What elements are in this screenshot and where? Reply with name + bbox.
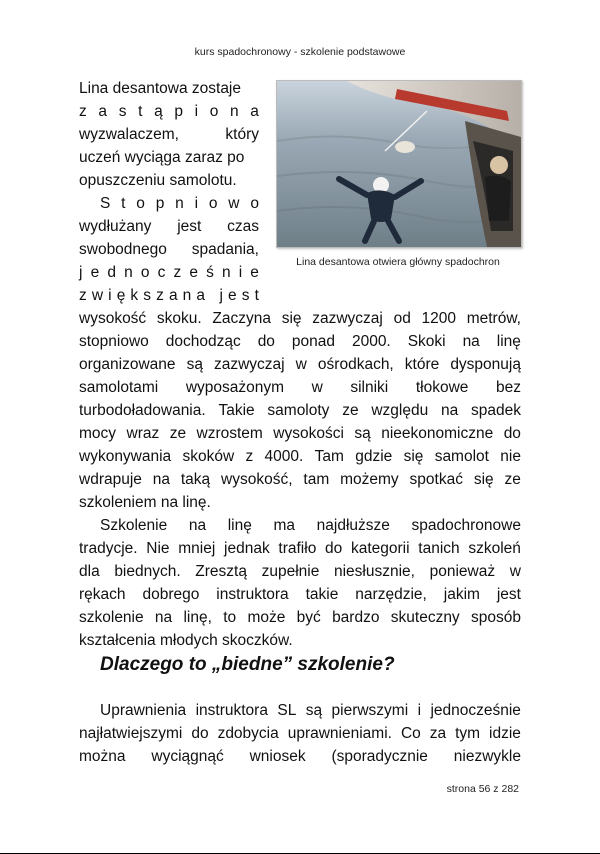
word: dochodząc bbox=[165, 333, 241, 350]
letter: c bbox=[157, 264, 166, 281]
word: SL bbox=[277, 702, 297, 719]
letter: i bbox=[238, 264, 243, 281]
text-line bbox=[79, 537, 521, 560]
word: niesłusznie, bbox=[333, 563, 415, 580]
word: taką bbox=[180, 471, 211, 488]
text-line bbox=[79, 606, 521, 629]
word: to bbox=[223, 609, 237, 626]
word: kategorii bbox=[350, 540, 410, 557]
letter: p bbox=[174, 103, 183, 120]
letter: o bbox=[140, 264, 150, 281]
word: na bbox=[440, 402, 459, 419]
letter: e bbox=[90, 264, 100, 281]
word: samolotami bbox=[79, 379, 159, 396]
word: najłatwiejszymi bbox=[79, 725, 183, 742]
text-line bbox=[79, 745, 521, 768]
letter: z bbox=[79, 103, 87, 120]
letter: k bbox=[130, 287, 139, 304]
letter: n bbox=[182, 287, 192, 304]
word: jest bbox=[177, 218, 202, 235]
word: w bbox=[311, 379, 323, 396]
text-line bbox=[79, 284, 259, 307]
word: najdłuższe bbox=[316, 517, 390, 534]
word: (sporadycznie bbox=[331, 748, 428, 765]
word: jednocześnie bbox=[430, 702, 521, 719]
text-line bbox=[79, 215, 259, 238]
photo-caption: Lina desantowa otwiera główny spadochron bbox=[296, 256, 500, 268]
word: są bbox=[305, 702, 323, 719]
word: Takie bbox=[218, 402, 255, 419]
word: Skoki bbox=[407, 333, 446, 350]
letter: z bbox=[156, 287, 164, 304]
word: dla bbox=[79, 563, 100, 580]
word: ma bbox=[273, 517, 296, 534]
letter: z bbox=[173, 264, 182, 281]
word: niezwykle bbox=[453, 748, 521, 765]
word: wniosek bbox=[249, 748, 306, 765]
word: Tam bbox=[314, 448, 344, 465]
word: Szkolenie bbox=[100, 517, 168, 534]
text-line bbox=[79, 353, 521, 376]
word: skuteczny bbox=[390, 609, 460, 626]
word: względu bbox=[371, 402, 429, 419]
word: mocy bbox=[79, 425, 117, 442]
word: linę bbox=[227, 517, 252, 534]
word: ponad bbox=[291, 333, 335, 350]
text-line bbox=[79, 422, 521, 445]
letter: ą bbox=[154, 103, 163, 120]
letter: d bbox=[107, 264, 116, 281]
letter: t bbox=[254, 287, 259, 304]
word: stopniowo bbox=[79, 333, 149, 350]
word: spadania, bbox=[191, 241, 259, 258]
word: się bbox=[473, 471, 494, 488]
word: ze bbox=[342, 402, 359, 419]
text-line bbox=[79, 468, 521, 491]
word: w bbox=[295, 356, 307, 373]
letter: a bbox=[168, 287, 178, 304]
text-line bbox=[79, 583, 521, 606]
word: wysokość bbox=[79, 310, 147, 327]
word: są bbox=[354, 425, 371, 442]
word: spadek bbox=[471, 402, 521, 419]
word: biednych. bbox=[114, 563, 181, 580]
text-line bbox=[79, 560, 521, 583]
text-line: Lina desantowa zostaje bbox=[79, 80, 242, 97]
letter: n bbox=[124, 264, 133, 281]
word: wyposażonym bbox=[185, 379, 285, 396]
word: wdrapuje bbox=[79, 471, 142, 488]
text-line bbox=[100, 699, 521, 722]
word: od bbox=[393, 310, 411, 327]
letter: o bbox=[136, 195, 145, 212]
word: do bbox=[325, 540, 343, 557]
word: bez bbox=[495, 379, 521, 396]
word: 4000. bbox=[264, 448, 304, 465]
letter: t bbox=[121, 195, 126, 212]
word: skoków bbox=[182, 448, 235, 465]
word: 2000. bbox=[351, 333, 391, 350]
letter: j bbox=[219, 287, 223, 304]
letter: j bbox=[79, 264, 83, 281]
word: zupełnie bbox=[261, 563, 320, 580]
word: do bbox=[503, 425, 521, 442]
word: do bbox=[191, 725, 209, 742]
letter: i bbox=[194, 103, 199, 120]
photo-illustration bbox=[277, 81, 521, 247]
word: metrów, bbox=[466, 310, 521, 327]
word: i bbox=[417, 702, 422, 719]
word: są bbox=[186, 356, 203, 373]
word: gdzie bbox=[355, 448, 393, 465]
word: skoku. bbox=[156, 310, 202, 327]
word: wyciągnąć bbox=[151, 748, 224, 765]
word: turbodoładowania. bbox=[79, 402, 206, 419]
word: samoloty bbox=[267, 402, 330, 419]
text-line: uczeń wyciąga zaraz po bbox=[79, 149, 245, 166]
section-heading: Dlaczego to „biedne” szkolenie? bbox=[100, 654, 395, 675]
word: wykonywania bbox=[79, 448, 172, 465]
letter: e bbox=[189, 264, 198, 281]
letter: t bbox=[138, 103, 143, 120]
word: zazwyczaj bbox=[213, 356, 285, 373]
word: pierwszymi bbox=[331, 702, 409, 719]
word: Nie bbox=[146, 540, 170, 557]
word: wysokość, bbox=[221, 471, 293, 488]
word: takie bbox=[305, 586, 339, 603]
word: czas bbox=[227, 218, 259, 235]
word: narzędzie, bbox=[355, 586, 427, 603]
word: Zresztą bbox=[195, 563, 247, 580]
word: Co bbox=[400, 725, 421, 742]
text-line bbox=[79, 238, 259, 261]
letter: e bbox=[228, 287, 237, 304]
word: bardzo bbox=[332, 609, 380, 626]
letter: n bbox=[175, 195, 184, 212]
letter: a bbox=[196, 287, 205, 304]
letter: S bbox=[100, 195, 111, 212]
word: instruktora bbox=[216, 586, 289, 603]
word: zdobycia bbox=[217, 725, 279, 742]
word: zazwyczaj bbox=[312, 310, 383, 327]
word: się bbox=[281, 310, 302, 327]
text-line bbox=[79, 330, 521, 353]
word: tym bbox=[455, 725, 481, 742]
word: dobrego bbox=[142, 586, 200, 603]
text-line bbox=[79, 307, 521, 330]
word: wydłużany bbox=[79, 218, 152, 235]
word: jakim bbox=[443, 586, 480, 603]
text-line bbox=[100, 192, 259, 215]
letter: a bbox=[98, 103, 108, 120]
word: dysponują bbox=[450, 356, 521, 373]
word: jest bbox=[496, 586, 521, 603]
word: trafiło bbox=[278, 540, 317, 557]
skydiving-photo bbox=[276, 80, 522, 248]
running-header: kurs spadochronowy - szkolenie podstawowe bbox=[194, 46, 406, 58]
letter: i bbox=[108, 287, 112, 304]
letter: z bbox=[79, 287, 87, 304]
word: na bbox=[188, 517, 207, 534]
text-line bbox=[79, 445, 521, 468]
word: swobodnego bbox=[79, 241, 167, 258]
word: na bbox=[462, 333, 480, 350]
word: się bbox=[403, 448, 424, 465]
word: do bbox=[257, 333, 275, 350]
word: ponieważ bbox=[429, 563, 496, 580]
word: wyzwalaczem, bbox=[79, 126, 179, 143]
word: samolot bbox=[434, 448, 489, 465]
word: które bbox=[404, 356, 440, 373]
word: nieekonomiczne bbox=[381, 425, 494, 442]
word: 1200 bbox=[421, 310, 457, 327]
word: nie bbox=[500, 448, 521, 465]
text-line bbox=[100, 514, 521, 537]
letter: n bbox=[221, 264, 231, 281]
letter: ś bbox=[206, 264, 214, 281]
word: na bbox=[152, 471, 171, 488]
word: który bbox=[225, 126, 259, 143]
letter: s bbox=[143, 287, 151, 304]
word: za bbox=[429, 725, 447, 742]
text-line bbox=[79, 376, 521, 399]
word: może bbox=[247, 609, 286, 626]
word: uprawnieniami. bbox=[287, 725, 392, 742]
word: spadochronowe bbox=[411, 517, 521, 534]
word: ze bbox=[504, 471, 521, 488]
word-gap bbox=[210, 284, 214, 307]
text-line bbox=[79, 123, 259, 146]
text-line bbox=[79, 261, 259, 284]
word: Uprawnienia bbox=[100, 702, 187, 719]
word: silniki bbox=[350, 379, 389, 396]
text-line: opuszczeniu samolotu. bbox=[79, 172, 237, 189]
word: na bbox=[154, 609, 173, 626]
letter: s bbox=[241, 287, 250, 304]
letter: s bbox=[118, 103, 127, 120]
word: linę bbox=[496, 333, 521, 350]
word: spotkać bbox=[409, 471, 463, 488]
word: jednak bbox=[224, 540, 270, 557]
letter: w bbox=[228, 195, 240, 212]
word: możemy bbox=[340, 471, 399, 488]
letter: o bbox=[208, 195, 218, 212]
letter: i bbox=[194, 195, 199, 212]
word: być bbox=[296, 609, 321, 626]
letter: p bbox=[155, 195, 165, 212]
letter: n bbox=[230, 103, 239, 120]
word: rękach bbox=[79, 586, 126, 603]
word: sposób bbox=[470, 609, 521, 626]
letter: o bbox=[209, 103, 219, 120]
word: wraz bbox=[126, 425, 160, 442]
text-line bbox=[79, 100, 259, 123]
text-line: kształcenia młodych skoczków. bbox=[79, 632, 293, 649]
letter: w bbox=[91, 287, 104, 304]
word: ze bbox=[169, 425, 187, 442]
word: Zaczyna bbox=[212, 310, 271, 327]
text-line: szkoleniem na linę. bbox=[79, 494, 211, 511]
word: w bbox=[509, 563, 521, 580]
word: tam bbox=[303, 471, 330, 488]
word: wzrostem bbox=[196, 425, 263, 442]
word: ośrodkach, bbox=[317, 356, 394, 373]
word: mniej bbox=[178, 540, 216, 557]
word: szkoleń bbox=[468, 540, 521, 557]
letter: ę bbox=[116, 287, 126, 304]
text-line bbox=[79, 722, 521, 745]
word: idzie bbox=[489, 725, 521, 742]
letter: e bbox=[250, 264, 259, 281]
word: tłokowe bbox=[415, 379, 469, 396]
word: linę, bbox=[183, 609, 212, 626]
word: tanich bbox=[418, 540, 460, 557]
letter: a bbox=[250, 103, 259, 120]
word: można bbox=[79, 748, 126, 765]
word: z bbox=[245, 448, 254, 465]
word: wysokości bbox=[273, 425, 344, 442]
word: instruktora bbox=[195, 702, 268, 719]
letter: o bbox=[250, 195, 259, 212]
word: szkolenie bbox=[79, 609, 144, 626]
text-line bbox=[79, 399, 521, 422]
word: organizowane bbox=[79, 356, 176, 373]
page-number: strona 56 z 282 bbox=[446, 783, 519, 795]
word: tradycje. bbox=[79, 540, 138, 557]
